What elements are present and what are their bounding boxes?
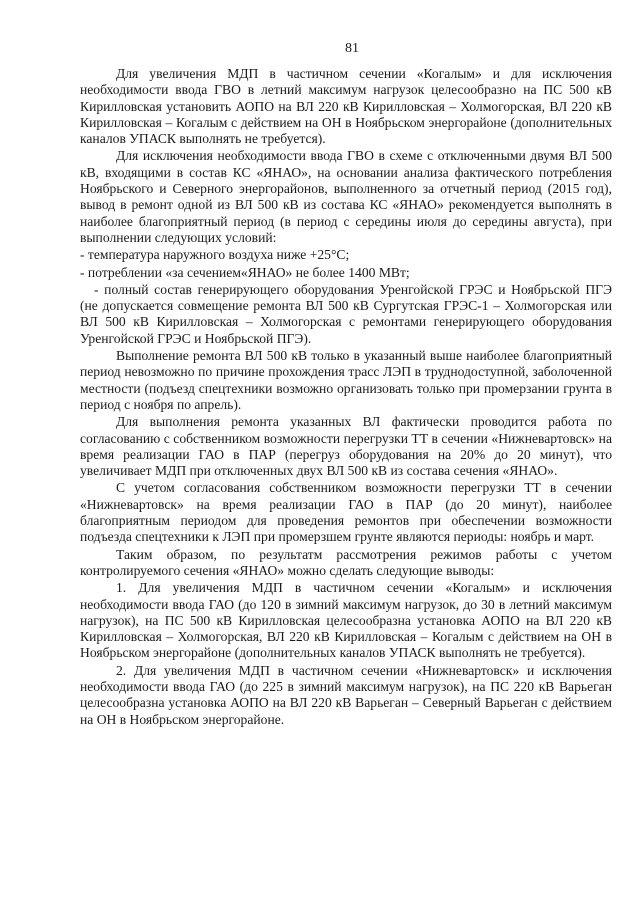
body-text (80, 66, 612, 728)
page-number: 81 (345, 41, 359, 56)
condition-temperature: - температура наружного воздуха ниже +25°С; (80, 247, 350, 263)
condition-consumption: - потреблении «за сечением«ЯНАО» не более 1400 МВт; (80, 264, 410, 280)
paragraph-repair-period: Выполнение ремонта ВЛ 500 кВ только в указанный выше наиболее благоприятный период невозможно по причине прохождения трасс ЛЭП в труднодоступной, заболоченной местности (подъезд спецтехники возможно организовать только при промерзании грунта в период с ноября по апрель). (80, 348, 612, 412)
paragraph-yanao-repair-conditions: Для исключения необходимости ввода ГВО в схеме с отключенными двумя ВЛ 500 кВ, входящими в состав КС «ЯНАО», на основании анализа фактического потребления Ноябрьского и Северного энергорайонов, выполненного за отчетный период (2015 год), вывод в ремонт одной из ВЛ 500 кВ из состава КС «ЯНАО» рекомендуется выполнять в наиболее благоприятный период (в период с середины июля до середины августа), при выполнении следующих условий: (80, 148, 612, 245)
paragraph-kogalym-aopo: Для увеличения МДП в частичном сечении «Когалым» и для исключения необходимости ввода ГВО в летний максимум нагрузок целесообразно на ПС 500 кВ Кирилловская установить АОПО на ВЛ 220 кВ Кирилловская – Холмогорская, ВЛ 220 кВ Кирилловская – Когалым с действием на ОН в Ноябрьском энергорайоне (дополнительных каналов УПАСК выполнять не требуется). (80, 66, 612, 147)
paragraph-favourable-period: С учетом согласования собственником возможности перегрузки ТТ в сечении «Нижневартовск» на время реализации ГАО в ПАР (до 20 минут), наиболее благоприятным периодом для проведения ремонтов при обеспечении возможности подъезда спецтехники к ЛЭП при промерзшем грунте являются периоды: ноябрь и март. (80, 480, 612, 545)
conclusion-1: 1. Для увеличения МДП в частичном сечении «Когалым» и исключения необходимости ввода ГАО (до 120 в зимний максимум нагрузок, до 30 в летний максимум нагрузок), на ПС 500 кВ Кирилловская целесообразна установка АОПО на ВЛ 220 кВ Кирилловская – Холмогорская, ВЛ 220 кВ Кирилловская – Когалым с действием на ОН в Ноябрьском энергорайоне (дополнительных каналов УПАСК выполнять не требуется). (80, 580, 612, 661)
conclusion-2: 2. Для увеличения МДП в частичном сечении «Нижневартовск» и исключения необходимости ввода ГАО (до 225 в зимний максимум нагрузок), на ПС 220 кВ Варьеган целесообразна установка АОПО на ВЛ 220 кВ Варьеган – Северный Варьеган с действием на ОН в Ноябрьском энергорайоне. (80, 662, 612, 727)
paragraph-conclusions-intro: Таким образом, по результатм рассмотрения режимов работы с учетом контролируемого сечения «ЯНАО» можно сделать следующие выводы: (80, 546, 612, 578)
paragraph-overload-agreement: Для выполнения ремонта указанных ВЛ фактически проводится работа по согласованию с собственником возможности перегрузки ТТ в сечении «Нижневартовск» на время реализации ГАО в ПАР (перегруз оборудования на 20% до 20 минут), что увеличивает МДП при отключенных двух ВЛ 500 кВ из состава сечения «ЯНАО». (80, 414, 612, 479)
condition-generation: - полный состав генерирующего оборудования Уренгойской ГРЭС и Ноябрьской ПГЭ (не допускается совмещение ремонта ВЛ 500 кВ Сургутская ГРЭС-1 – Холмогорская или ВЛ 500 кВ Кирилловская – Холмогорская с ремонтами генерирующего оборудования Уренгойской ГРЭС и Ноябрьской ПГЭ). (80, 281, 612, 346)
